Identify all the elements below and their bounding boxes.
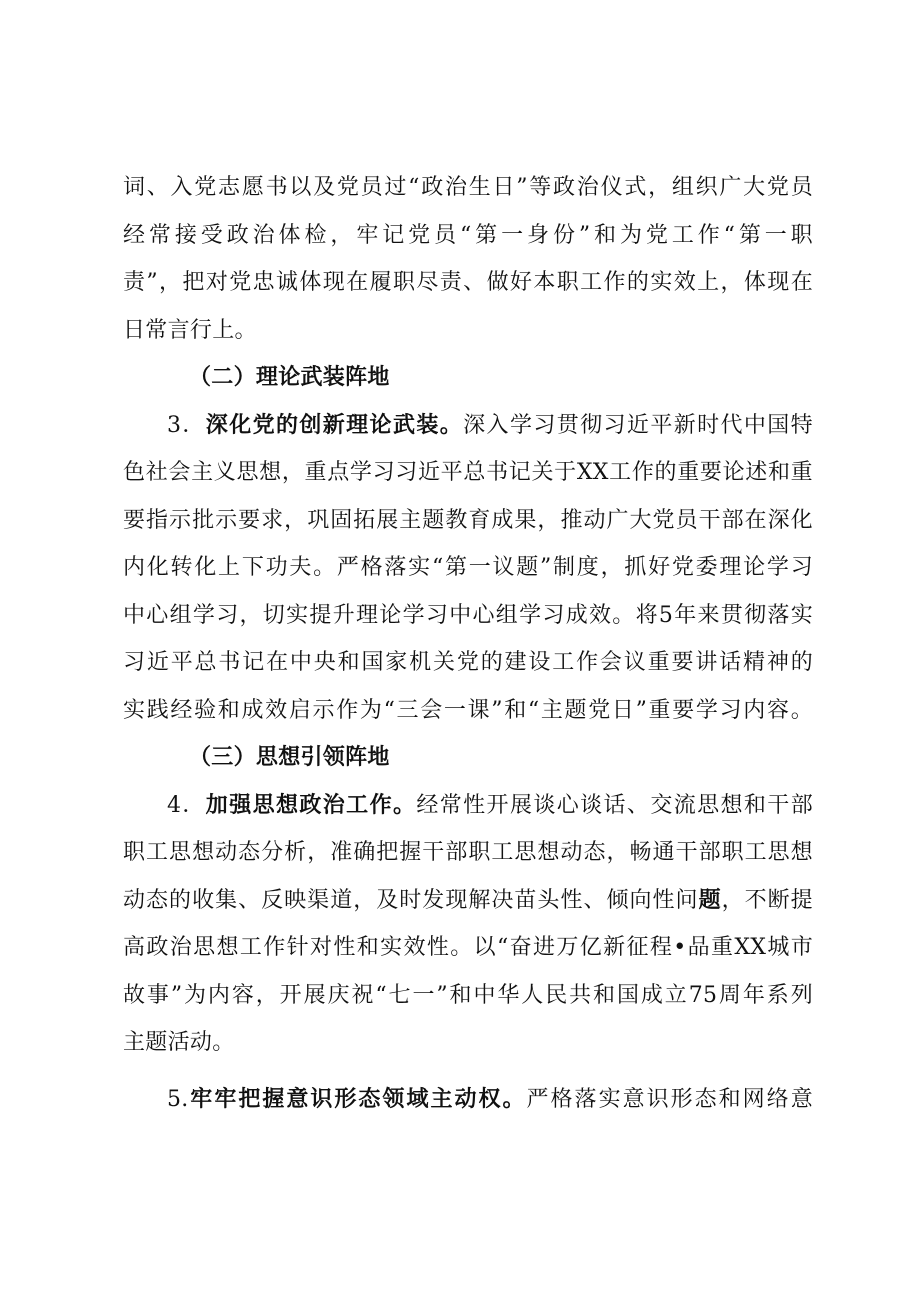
item-number: 3． — [167, 412, 206, 438]
item-lead-title: 加强思想政治工作。 — [205, 791, 417, 818]
text-line: 高政治思想工作针对性和实效性。以“奋进万亿新征程•品重XX城市 — [123, 935, 813, 960]
item-lead-title: 牢牢把握意识形态领域主动权。 — [188, 1085, 527, 1112]
item-text: 经常性开展谈心谈话、交流思想和干部 — [416, 792, 813, 818]
text-line: 要指示批示要求，巩固拓展主题教育成果，推动广大党员干部在深化 — [123, 507, 813, 533]
text-line: 故事”为内容，开展庆祝“七一”和中华人民共和国成立75周年系列 — [123, 982, 813, 1008]
item-text-bold: 题 — [698, 886, 722, 913]
text-line: 词、入党志愿书以及党员过“政治生日”等政治仪式，组织广大党员 — [123, 175, 813, 200]
item-lead-title: 深化党的创新理论武装。 — [205, 411, 464, 438]
text-line: 职工思想动态分析，准确把握干部职工思想动态，畅通干部职工思想 — [123, 840, 813, 865]
text-line: 实践经验和成效启示作为“三会一课”和“主题党日”重要学习内容。 — [123, 697, 813, 723]
text-line: 中心组学习，切实提升理论学习中心组学习成效。将5年来贯彻落实 — [123, 602, 813, 628]
text-line: 责”，把对党忠诚体现在履职尽责、做好本职工作的实效上，体现在 — [123, 270, 813, 295]
item-number: 4． — [167, 792, 206, 818]
paragraph-first-line — [123, 402, 813, 450]
item-text: 动态的收集、反映渠道，及时发现解决苗头性、倾向性问 — [123, 887, 699, 913]
text-line: 日常言行上。 — [123, 317, 257, 343]
item-text: 严格落实意识形态和网络意 — [526, 1086, 813, 1112]
text-line: 主题活动。 — [123, 1030, 235, 1055]
text-line: 色社会主义思想，重点学习习近平总书记关于XX工作的重要论述和重 — [123, 460, 813, 485]
text-line: 经常接受政治体检，牢记党员“第一身份”和为党工作“第一职 — [123, 222, 813, 248]
item-text: ，不断提 — [721, 887, 813, 913]
text-line: 内化转化上下功夫。严格落实“第一议题”制度，抓好党委理论学习 — [123, 555, 813, 580]
paragraph-first-line — [123, 782, 813, 830]
item-text: 深入学习贯彻习近平新时代中国特 — [463, 412, 813, 438]
text-line: 习近平总书记在中央和国家机关党的建设工作会议重要讲话精神的 — [123, 650, 813, 675]
document-body — [123, 164, 813, 1123]
paragraph-first-line — [123, 1076, 813, 1124]
section-heading: （三）思想引领阵地 — [189, 744, 390, 770]
item-number: 5. — [167, 1086, 189, 1112]
section-heading: （二）理论武装阵地 — [189, 364, 390, 390]
text-line — [123, 877, 813, 925]
